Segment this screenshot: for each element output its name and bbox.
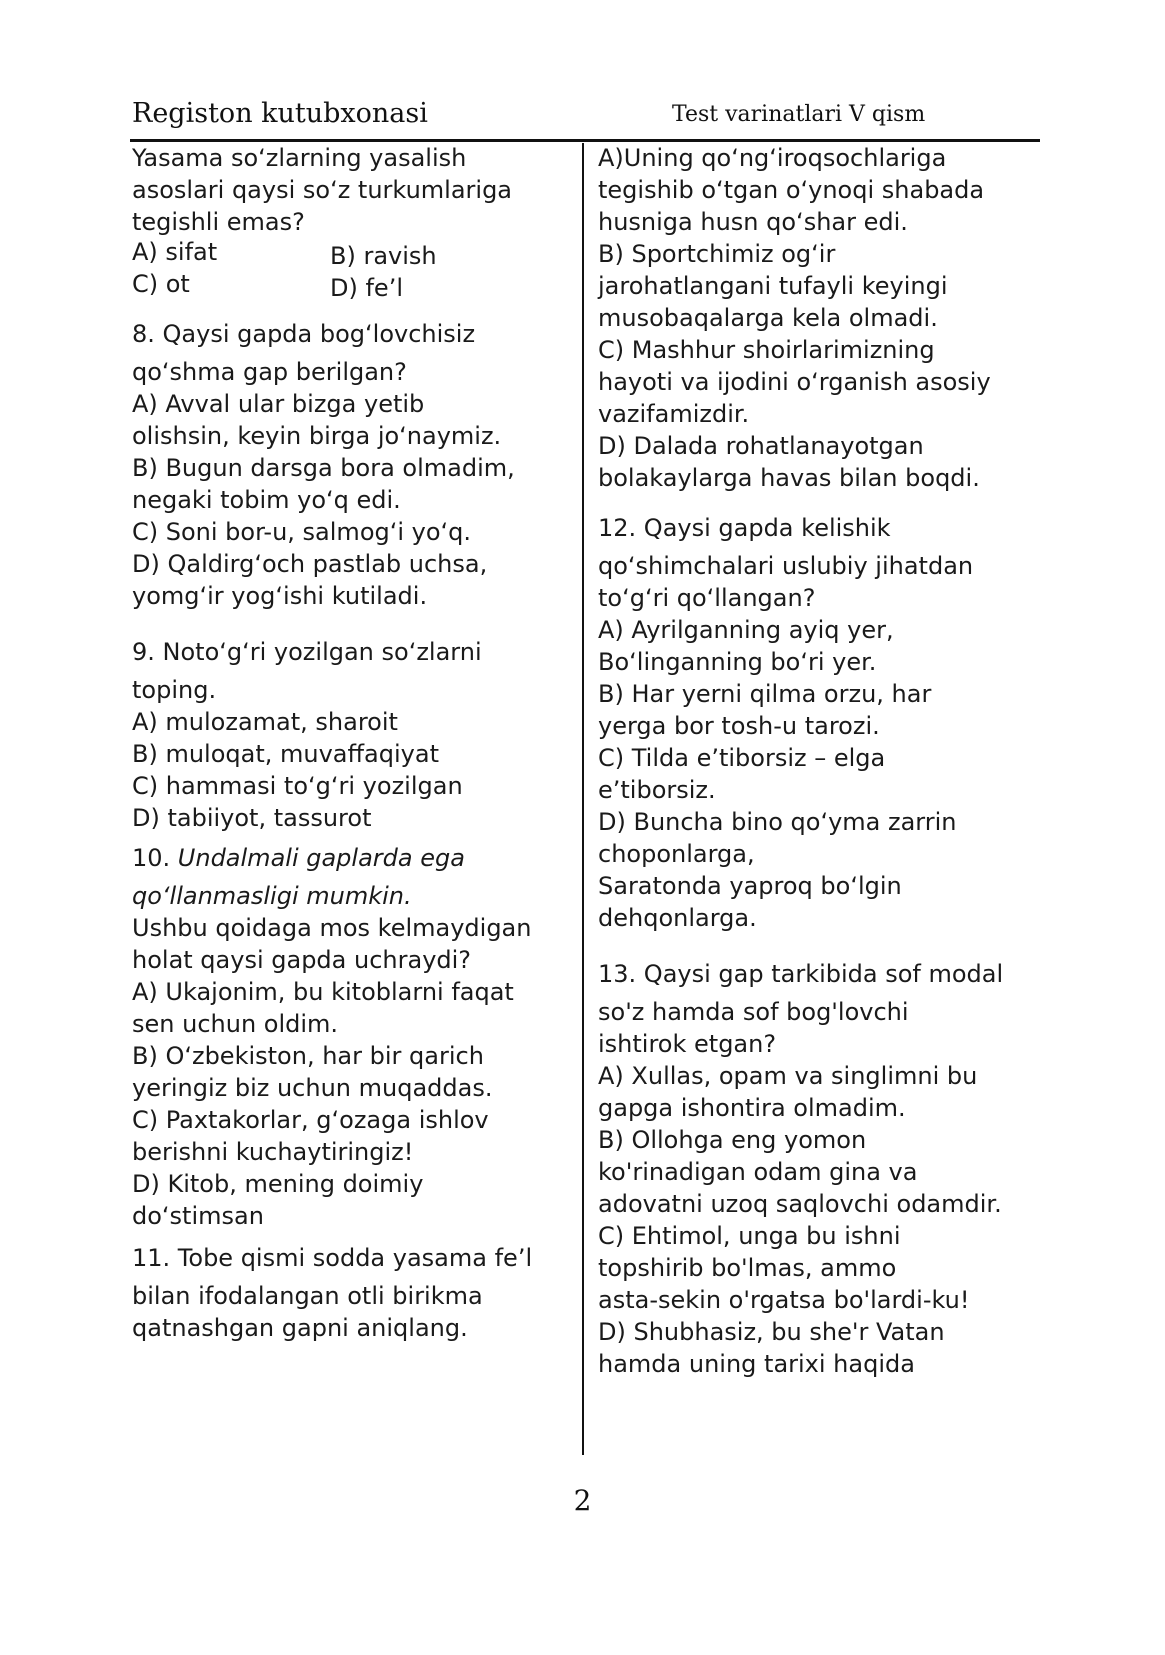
question-11	[132, 1242, 584, 1344]
question-12	[598, 512, 1065, 934]
question-text-line: asoslari qaysi so‘z turkumlariga	[132, 176, 513, 204]
option-line: A) Ukajonim, bu kitoblarni faqat	[132, 978, 514, 1006]
option-line: B) Bugun darsga bora olmadim,	[132, 454, 515, 482]
option-b: B) ravish	[330, 242, 437, 270]
option-line: sen uchun oldim.	[132, 1010, 339, 1038]
question-7-options	[132, 238, 584, 302]
option-line: hayoti va ijodini o‘rganish asosiy	[598, 368, 991, 396]
option-line: D) Dalada rohatlanayotgan	[598, 432, 924, 460]
option-line: dehqonlarga.	[598, 904, 757, 932]
question-13	[598, 958, 1065, 1380]
option-line: D) Shubhasiz, bu she'r Vatan	[598, 1318, 945, 1346]
option-line: tegishib o‘tgan o‘ynoqi shabada	[598, 176, 985, 204]
option-line: B) Sportchimiz og‘ir	[598, 240, 836, 268]
question-text-line: ishtirok etgan?	[598, 1030, 777, 1058]
question-text-line: toping.	[132, 676, 217, 704]
option-line: Saratonda yaproq bo‘lgin	[598, 872, 902, 900]
option-line: B) Har yerni qilma orzu, har	[598, 680, 932, 708]
option-line: ko'rinadigan odam gina va	[598, 1158, 918, 1186]
question-text-line: qatnashgan gapni aniqlang.	[132, 1314, 468, 1342]
option-line: C) Mashhur shoirlarimizning	[598, 336, 935, 364]
option-line: C) Paxtakorlar, g‘ozaga ishlov	[132, 1106, 489, 1134]
option-line: yomg‘ir yog‘ishi kutiladi.	[132, 582, 428, 610]
question-text-line: 8. Qaysi gapda bog‘lovchisiz	[132, 320, 476, 348]
option-line: asta-sekin o'rgatsa bo'lardi-ku!	[598, 1286, 970, 1314]
question-number: 10.	[132, 844, 178, 872]
question-text-line: 13. Qaysi gap tarkibida sof modal	[598, 960, 1004, 988]
option-line: vazifamizdir.	[598, 400, 750, 428]
question-rule-text: qo‘llanmasligi mumkin.	[132, 882, 412, 910]
left-column	[132, 142, 584, 1344]
question-text-line: qo‘shma gap berilgan?	[132, 358, 407, 386]
option-line: B) Ollohga eng yomon	[598, 1126, 867, 1154]
option-line: D) Buncha bino qo‘yma zarrin	[598, 808, 957, 836]
question-text-line: 9. Noto‘g‘ri yozilgan so‘zlarni	[132, 638, 482, 666]
question-7	[132, 142, 584, 302]
option-line: yeringiz biz uchun muqaddas.	[132, 1074, 493, 1102]
option-line: yerga bor tosh-u tarozi.	[598, 712, 880, 740]
option-line: B) O‘zbekiston, har bir qarich	[132, 1042, 484, 1070]
option-line: do‘stimsan	[132, 1202, 264, 1230]
option-line: adovatni uzoq saqlovchi odamdir.	[598, 1190, 1002, 1218]
option-line: D) Kitob, mening doimiy	[132, 1170, 424, 1198]
option-line: C) Tilda e’tiborsiz – elga	[598, 744, 886, 772]
option-line: hamda uning tarixi haqida	[598, 1350, 915, 1378]
question-10	[132, 842, 584, 1232]
option-line: olishsin, keyin birga jo‘naymiz.	[132, 422, 502, 450]
option-line: A) Ayrilganning ayiq yer,	[598, 616, 894, 644]
option-line: A)Uning qo‘ng‘iroqsochlariga	[598, 144, 947, 172]
question-rule-text: Undalmali gaplarda ega	[177, 844, 465, 872]
option-line: C) hammasi to‘g‘ri yozilgan	[132, 772, 463, 800]
option-line: A) mulozamat, sharoit	[132, 708, 398, 736]
header-library-name: Registon kutubxonasi	[132, 98, 428, 129]
option-line: e’tiborsiz.	[598, 776, 716, 804]
question-text-line: 11. Tobe qismi sodda yasama fe’l	[132, 1244, 533, 1272]
option-line: jarohatlangani tufayli keyingi	[598, 272, 948, 300]
question-text-line: bilan ifodalangan otli birikma	[132, 1282, 483, 1310]
option-line: D) Qaldirg‘och pastlab uchsa,	[132, 550, 488, 578]
question-text-line: so'z hamda sof bog'lovchi	[598, 998, 909, 1026]
option-line: topshirib bo'lmas, ammo	[598, 1254, 897, 1282]
page-number: 2	[573, 1484, 592, 1517]
option-line: A) Avval ular bizga yetib	[132, 390, 425, 418]
option-line: bolakaylarga havas bilan boqdi.	[598, 464, 980, 492]
question-9	[132, 636, 584, 834]
option-d: D) fe’l	[330, 274, 403, 302]
option-a: A) sifat	[132, 238, 218, 266]
question-11-options	[598, 142, 1065, 494]
option-line: berishni kuchaytiringiz!	[132, 1138, 414, 1166]
option-line: choponlarga,	[598, 840, 755, 868]
question-text-line: tegishli emas?	[132, 208, 305, 236]
option-line: B) muloqat, muvaffaqiyat	[132, 740, 439, 768]
option-line: husniga husn qo‘shar edi.	[598, 208, 908, 236]
right-column	[598, 142, 1065, 1380]
option-line: musobaqalarga kela olmadi.	[598, 304, 938, 332]
option-line: A) Xullas, opam va singlimni bu	[598, 1062, 978, 1090]
option-line: Bo‘linganning bo‘ri yer.	[598, 648, 877, 676]
option-line: gapga ishontira olmadim.	[598, 1094, 906, 1122]
question-text-line: Yasama so‘zlarning yasalish	[132, 144, 467, 172]
option-c: C) ot	[132, 270, 190, 298]
option-line: negaki tobim yo‘q edi.	[132, 486, 401, 514]
option-line: D) tabiiyot, tassurot	[132, 804, 372, 832]
option-line: C) Soni bor-u, salmog‘i yo‘q.	[132, 518, 472, 546]
header-test-title: Test varinatlari V qism	[672, 102, 926, 127]
question-text-line: qo‘shimchalari uslubiy jihatdan	[598, 552, 974, 580]
question-8	[132, 318, 584, 612]
question-text-line: to‘g‘ri qo‘llangan?	[598, 584, 816, 612]
option-line: C) Ehtimol, unga bu ishni	[598, 1222, 901, 1250]
question-text-line: holat qaysi gapda uchraydi?	[132, 946, 472, 974]
question-text-line: 12. Qaysi gapda kelishik	[598, 514, 891, 542]
question-text-line: Ushbu qoidaga mos kelmaydigan	[132, 914, 532, 942]
